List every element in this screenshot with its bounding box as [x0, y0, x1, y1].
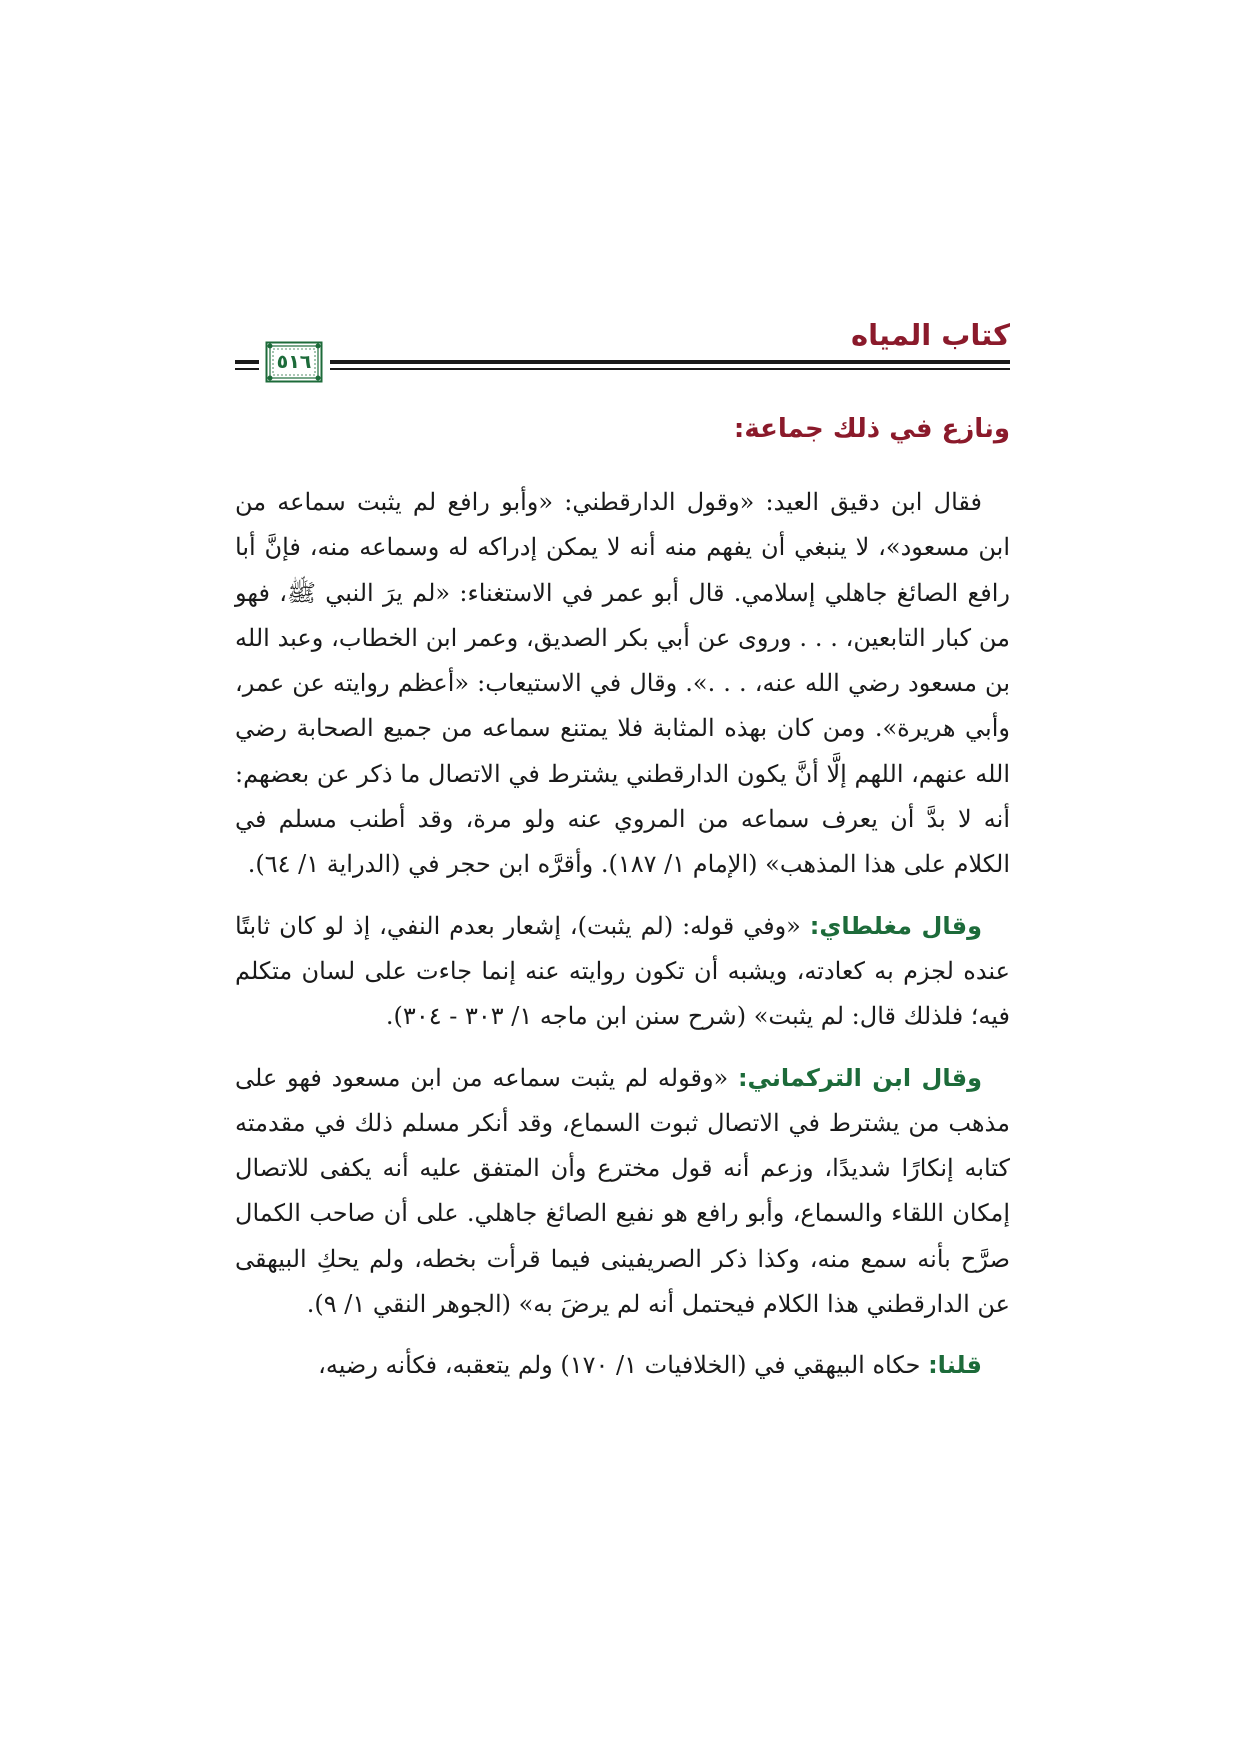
paragraph-text: «وقوله لم يثبت سماعه من ابن مسعود فهو على مذهب من يشترط في الاتصال ثبوت السماع، وقد أنكر مسلم ذلك في مقدمته كتابه إنكارًا شديدًا، وزعم أنه قول مخترع وأن المتفق عليه أنه يكفى للاتصال إمكان اللقاء والسماع، وأبو رافع هو نفيع الصائغ جاهلي. على أن صاحب الكمال صرَّح بأنه سمع منه، وكذا ذكر الصريفينى فيما قرأت بخطه، ولم يحكِ البيهقى عن الدارقطني هذا الكلام فيحتمل أنه لم يرضَ به» (الجوهر النقي ١/ ٩). — [235, 1063, 1010, 1319]
paragraph-text: فقال ابن دقيق العيد: «وقول الدارقطني: «وأبو رافع لم يثبت سماعه من ابن مسعود»، لا ينبغي أن يفهم منه أنه لا يمكن إدراكه له وسماعه منه، فإنَّ أبا رافع الصائغ جاهلي إسلامي. قال أبو عمر في الاستغناء: «لم يرَ النبي ﷺ، فهو من كبار التابعين، . . . وروى عن أبي بكر الصديق، وعمر ابن الخطاب، وعبد الله بن مسعود رضي الله عنه، . . .». وقال في الاستيعاب: «أعظم روايته عن عمر، وأبي هريرة». ومن كان بهذه المثابة فلا يمتنع سماعه من جميع الصحابة رضي الله عنهم، اللهم إلَّا أنَّ يكون الدارقطني يشترط في الاتصال ما ذكر عن بعضهم: أنه لا بدَّ أن يعرف سماعه من المروي عنه ولو مرة، وقد أطنب مسلم في الكلام على هذا المذهب» (الإمام ١/ ١٨٧). وأقرَّه ابن حجر في (الدراية ١/ ٦٤). — [235, 488, 1010, 879]
running-header — [235, 318, 1010, 388]
paragraph-qulna — [235, 1343, 1010, 1388]
paragraph-lead: قلنا: — [928, 1351, 982, 1380]
header-rule-left-thin — [235, 368, 259, 370]
paragraph-ibn-turkmani — [235, 1056, 1010, 1328]
header-rule-left — [235, 360, 259, 364]
paragraph-ibn-daqiq — [235, 480, 1010, 888]
paragraph-lead: وقال مغلطاي: — [809, 911, 982, 940]
book-title: كتاب المياه — [851, 318, 1010, 352]
page-number: ٥١٦ — [276, 351, 312, 373]
page-number-badge — [265, 341, 323, 383]
header-rule — [330, 360, 1010, 364]
paragraph-text: «وفي قوله: (لم يثبت)، إشعار بعدم النفي، إذ لو كان ثابتًا عنده لجزم به كعادته، ويشبه أن تكون روايته عنه إنما جاءت على لسان متكلم فيه؛ فلذلك قال: لم يثبت» (شرح سنن ابن ماجه ١/ ٣٠٣ - ٣٠٤). — [235, 911, 1010, 1031]
paragraph-mughaltay — [235, 904, 1010, 1040]
paragraph-lead: وقال ابن التركماني: — [737, 1063, 982, 1092]
section-title: ونازع في ذلك جماعة: — [733, 414, 1010, 444]
header-rule-thin — [330, 368, 1010, 370]
paragraph-text: حكاه البيهقي في (الخلافيات ١/ ١٧٠) ولم يتعقبه، فكأنه رضيه، — [318, 1351, 929, 1380]
page-body — [235, 400, 1010, 1405]
